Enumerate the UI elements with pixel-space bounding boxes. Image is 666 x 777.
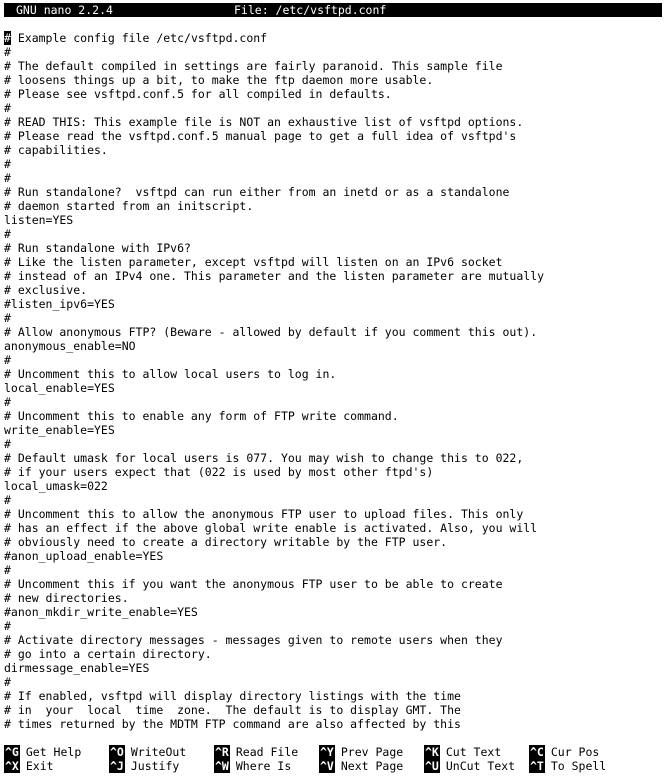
- line-text: #listen_ipv6=YES: [4, 297, 115, 311]
- config-line: [4, 479, 662, 493]
- shortcut-key: ^J: [110, 759, 124, 773]
- shortcut-key: ^K: [425, 745, 439, 759]
- config-line: [4, 717, 662, 731]
- line-text: local_enable=YES: [4, 381, 115, 395]
- line-text: # capabilities.: [4, 143, 108, 157]
- line-text: # Please read the vsftpd.conf.5 manual page to get a full idea of vsftpd's: [4, 129, 517, 143]
- line-text: # daemon started from an initscript.: [4, 199, 254, 213]
- shortcut-key: ^O: [110, 745, 124, 759]
- line-text: # has an effect if the above global write enable is activated. Also, you will: [4, 521, 538, 535]
- line-text: anonymous_enable=NO: [4, 339, 136, 353]
- shortcut-label: Next Page: [340, 759, 404, 773]
- shortcut-label: Read File: [235, 745, 299, 759]
- line-text: # new directories.: [4, 591, 129, 605]
- config-line: [4, 59, 662, 73]
- config-line: [4, 311, 662, 325]
- config-line: [4, 591, 662, 605]
- config-line: [4, 381, 662, 395]
- shortcut-label: Cut Text: [445, 745, 502, 759]
- config-line: [4, 255, 662, 269]
- shortcut-label: Cur Pos: [550, 745, 600, 759]
- shortcut-key: ^C: [530, 745, 544, 759]
- line-text: #: [4, 353, 11, 367]
- shortcut-justify[interactable]: [109, 759, 179, 773]
- config-line: [4, 101, 662, 115]
- line-text: #: [4, 437, 11, 451]
- line-text: # Run standalone? vsftpd can run either from an inetd or as a standalone: [4, 185, 510, 199]
- line-text: # Uncomment this to allow local users to log in.: [4, 367, 337, 381]
- shortcut-where-is[interactable]: [214, 759, 291, 773]
- config-line: [4, 73, 662, 87]
- config-line: [4, 409, 662, 423]
- config-line: [4, 535, 662, 549]
- line-text: write_enable=YES: [4, 423, 115, 437]
- shortcut-next-page[interactable]: [319, 759, 403, 773]
- config-line: [4, 199, 662, 213]
- app-version: GNU nano 2.2.4: [16, 3, 113, 17]
- shortcut-key: ^R: [215, 745, 229, 759]
- line-text: # obviously need to create a directory writable by the FTP user.: [4, 535, 448, 549]
- line-text: # in your local time zone. The default is to display GMT. The: [4, 703, 461, 717]
- shortcut-cur-pos[interactable]: [529, 745, 599, 759]
- line-text: # loosens things up a bit, to make the ftp daemon more usable.: [4, 73, 434, 87]
- line-text: #: [4, 493, 11, 507]
- line-text: #: [4, 395, 11, 409]
- config-line: [4, 395, 662, 409]
- config-line: [4, 45, 662, 59]
- shortcut-key: ^T: [530, 759, 544, 773]
- config-line: [4, 353, 662, 367]
- config-line: [4, 157, 662, 171]
- line-text: #: [4, 171, 11, 185]
- line-text: # Allow anonymous FTP? (Beware - allowed by default if you comment this out).: [4, 325, 538, 339]
- config-line: [4, 437, 662, 451]
- config-line: [4, 283, 662, 297]
- line-text: # times returned by the MDTM FTP command are also affected by this: [4, 717, 461, 731]
- config-line: [4, 367, 662, 381]
- config-line: [4, 577, 662, 591]
- shortcut-writeout[interactable]: [109, 745, 186, 759]
- line-text: #: [4, 157, 11, 171]
- line-text: #: [4, 45, 11, 59]
- config-line: [4, 661, 662, 675]
- line-text: # Like the listen parameter, except vsftpd will listen on an IPv6 socket: [4, 255, 503, 269]
- config-line: [4, 647, 662, 661]
- config-line: [4, 563, 662, 577]
- nano-title-bar: [4, 3, 662, 17]
- text-cursor: #: [4, 31, 11, 45]
- line-text: #: [4, 227, 11, 241]
- config-line: [4, 129, 662, 143]
- line-text: # Uncomment this if you want the anonymous FTP user to be able to create: [4, 577, 503, 591]
- config-line: [4, 297, 662, 311]
- config-line: [4, 675, 662, 689]
- line-text: listen=YES: [4, 213, 74, 227]
- shortcut-label: WriteOut: [130, 745, 187, 759]
- config-line: [4, 689, 662, 703]
- line-text: #anon_upload_enable=YES: [4, 549, 164, 563]
- config-line: [4, 451, 662, 465]
- line-text: # Uncomment this to enable any form of FTP write command.: [4, 409, 399, 423]
- shortcut-to-spell[interactable]: [529, 759, 606, 773]
- line-text: # Uncomment this to allow the anonymous FTP user to upload files. This only: [4, 507, 524, 521]
- line-text: # go into a certain directory.: [4, 647, 212, 661]
- shortcut-bar: [4, 745, 662, 773]
- config-line: [4, 185, 662, 199]
- shortcut-exit[interactable]: [4, 759, 54, 773]
- config-line: [4, 269, 662, 283]
- line-text: # if your users expect that (022 is used by most other ftpd's): [4, 465, 434, 479]
- config-line: [4, 605, 662, 619]
- line-text: # READ THIS: This example file is NOT an exhaustive list of vsftpd options.: [4, 115, 524, 129]
- shortcut-key: ^W: [215, 759, 229, 773]
- config-line: [4, 619, 662, 633]
- config-line: [4, 339, 662, 353]
- shortcut-key: ^Y: [320, 745, 334, 759]
- line-text: #: [4, 101, 11, 115]
- config-line: [4, 227, 662, 241]
- shortcut-label: Get Help: [25, 745, 82, 759]
- shortcut-label: Prev Page: [340, 745, 404, 759]
- line-text: #anon_mkdir_write_enable=YES: [4, 605, 198, 619]
- line-text: Example config file /etc/vsftpd.conf: [10, 31, 268, 45]
- config-line: [4, 115, 662, 129]
- config-line: [4, 549, 662, 563]
- line-text: # Please see vsftpd.conf.5 for all compiled in defaults.: [4, 87, 392, 101]
- config-line: [4, 31, 662, 45]
- config-line: [4, 521, 662, 535]
- shortcut-uncut-text[interactable]: [424, 759, 515, 773]
- config-line: [4, 87, 662, 101]
- shortcut-label: Where Is: [235, 759, 292, 773]
- shortcut-key: ^G: [5, 745, 19, 759]
- text-editor-area[interactable]: [4, 31, 662, 731]
- line-text: # If enabled, vsftpd will display directory listings with the time: [4, 689, 461, 703]
- config-line: [4, 633, 662, 647]
- config-line: [4, 703, 662, 717]
- shortcut-label: UnCut Text: [445, 759, 516, 773]
- shortcut-key: ^U: [425, 759, 439, 773]
- line-text: # Run standalone with IPv6?: [4, 241, 191, 255]
- config-line: [4, 465, 662, 479]
- config-line: [4, 493, 662, 507]
- shortcut-label: Exit: [25, 759, 54, 773]
- config-line: [4, 213, 662, 227]
- line-text: # exclusive.: [4, 283, 88, 297]
- line-text: # Default umask for local users is 077. You may wish to change this to 022,: [4, 451, 524, 465]
- line-text: #: [4, 563, 11, 577]
- shortcut-cut-text[interactable]: [424, 745, 501, 759]
- shortcut-label: Justify: [130, 759, 180, 773]
- shortcut-read-file[interactable]: [214, 745, 298, 759]
- line-text: #: [4, 675, 11, 689]
- line-text: #: [4, 619, 11, 633]
- line-text: # The default compiled in settings are fairly paranoid. This sample file: [4, 59, 503, 73]
- line-text: dirmessage_enable=YES: [4, 661, 150, 675]
- shortcut-label: To Spell: [550, 759, 607, 773]
- shortcut-key: ^X: [5, 759, 19, 773]
- line-text: # Activate directory messages - messages given to remote users when they: [4, 633, 503, 647]
- config-line: [4, 143, 662, 157]
- shortcut-key: ^V: [320, 759, 334, 773]
- shortcut-get-help[interactable]: [4, 745, 81, 759]
- file-name: File: /etc/vsftpd.conf: [234, 3, 387, 17]
- config-line: [4, 241, 662, 255]
- config-line: [4, 325, 662, 339]
- line-text: #: [4, 311, 11, 325]
- line-text: local_umask=022: [4, 479, 108, 493]
- config-line: [4, 507, 662, 521]
- line-text: # instead of an IPv4 one. This parameter and the listen parameter are mutually: [4, 269, 545, 283]
- config-line: [4, 171, 662, 185]
- config-line: [4, 423, 662, 437]
- shortcut-prev-page[interactable]: [319, 745, 403, 759]
